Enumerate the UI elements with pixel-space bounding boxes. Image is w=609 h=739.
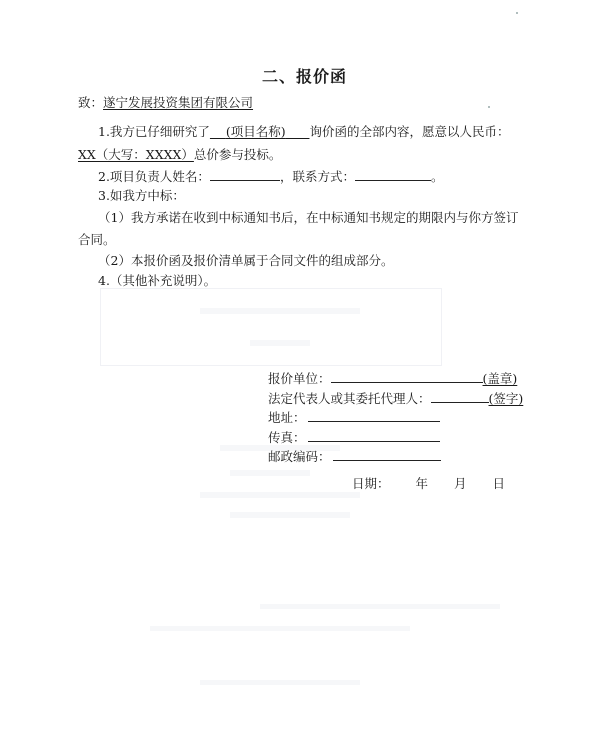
date-day: 日	[492, 476, 506, 491]
contact-label: ，联系方式：	[279, 169, 355, 184]
paragraph-3-1-line-1: （1）我方承诺在收到中标通知书后，在中标通知书规定的期限内与你方签订	[98, 210, 519, 225]
project-manager-blank	[210, 168, 280, 181]
paragraph-3-1-line-2: 合同。	[78, 232, 116, 247]
project-name-placeholder: (项目名称)	[225, 124, 286, 139]
paragraph-1-line-1	[98, 124, 509, 140]
show-through-line	[200, 492, 360, 498]
postcode-label: 邮政编码：	[268, 449, 331, 464]
show-through-line	[150, 626, 410, 631]
paragraph-1-text: 1.我方已仔细研究了	[98, 124, 210, 139]
date-month: 月	[454, 476, 467, 491]
date-year: 年	[415, 476, 429, 491]
show-through-line	[230, 512, 350, 518]
address-blank	[308, 409, 440, 422]
project-manager-label: 2.项目负责人姓名：	[98, 169, 210, 184]
addressee-prefix: 致：	[78, 95, 104, 110]
date-label: 日期：	[352, 476, 390, 491]
paragraph-3: 3.如我方中标：	[98, 188, 185, 203]
project-name-field	[210, 124, 310, 139]
page-title: 二、报价函	[261, 67, 347, 86]
sign-unit-line	[268, 370, 517, 387]
postcode-blank	[333, 448, 441, 461]
show-through-line	[200, 680, 360, 685]
show-through-line	[250, 340, 310, 346]
scan-speck	[488, 106, 490, 108]
show-through-line	[260, 604, 500, 609]
contact-blank	[355, 168, 431, 181]
addressee-line	[78, 95, 253, 111]
paragraph-1-text: 总价参与投标。	[193, 147, 282, 162]
show-through-line	[200, 308, 360, 314]
period: 。	[430, 169, 444, 184]
paragraph-1-line-2	[78, 147, 281, 163]
fax-line	[268, 429, 440, 446]
paragraph-1-text: 询价函的全部内容，愿意以人民币：	[309, 124, 510, 139]
addressee-name: 遂宁发展投资集团有限公司	[103, 95, 254, 110]
fax-blank	[308, 429, 440, 442]
address-label: 地址：	[268, 410, 306, 425]
sign-unit-blank	[331, 370, 483, 383]
paragraph-2	[98, 168, 443, 185]
price-amount: XX（大写：XXXX）	[78, 147, 194, 162]
paragraph-3-2: （2）本报价函及报价清单属于合同文件的组成部分。	[98, 253, 394, 268]
sign-rep-line	[268, 390, 523, 407]
seal-note: (盖章)	[482, 371, 518, 386]
sign-rep-label: 法定代表人或其委托代理人：	[268, 391, 431, 406]
paragraph-4: 4.（其他补充说明）。	[98, 273, 217, 288]
show-through-line	[230, 470, 310, 476]
sign-unit-label: 报价单位：	[268, 371, 331, 386]
fax-label: 传真：	[268, 430, 306, 445]
show-through-box	[100, 288, 442, 366]
postcode-line	[268, 448, 441, 465]
date-line	[352, 476, 505, 492]
address-line	[268, 409, 440, 426]
signature-note: (签字)	[488, 391, 524, 406]
scan-speck	[516, 12, 518, 14]
sign-rep-blank	[431, 390, 489, 403]
